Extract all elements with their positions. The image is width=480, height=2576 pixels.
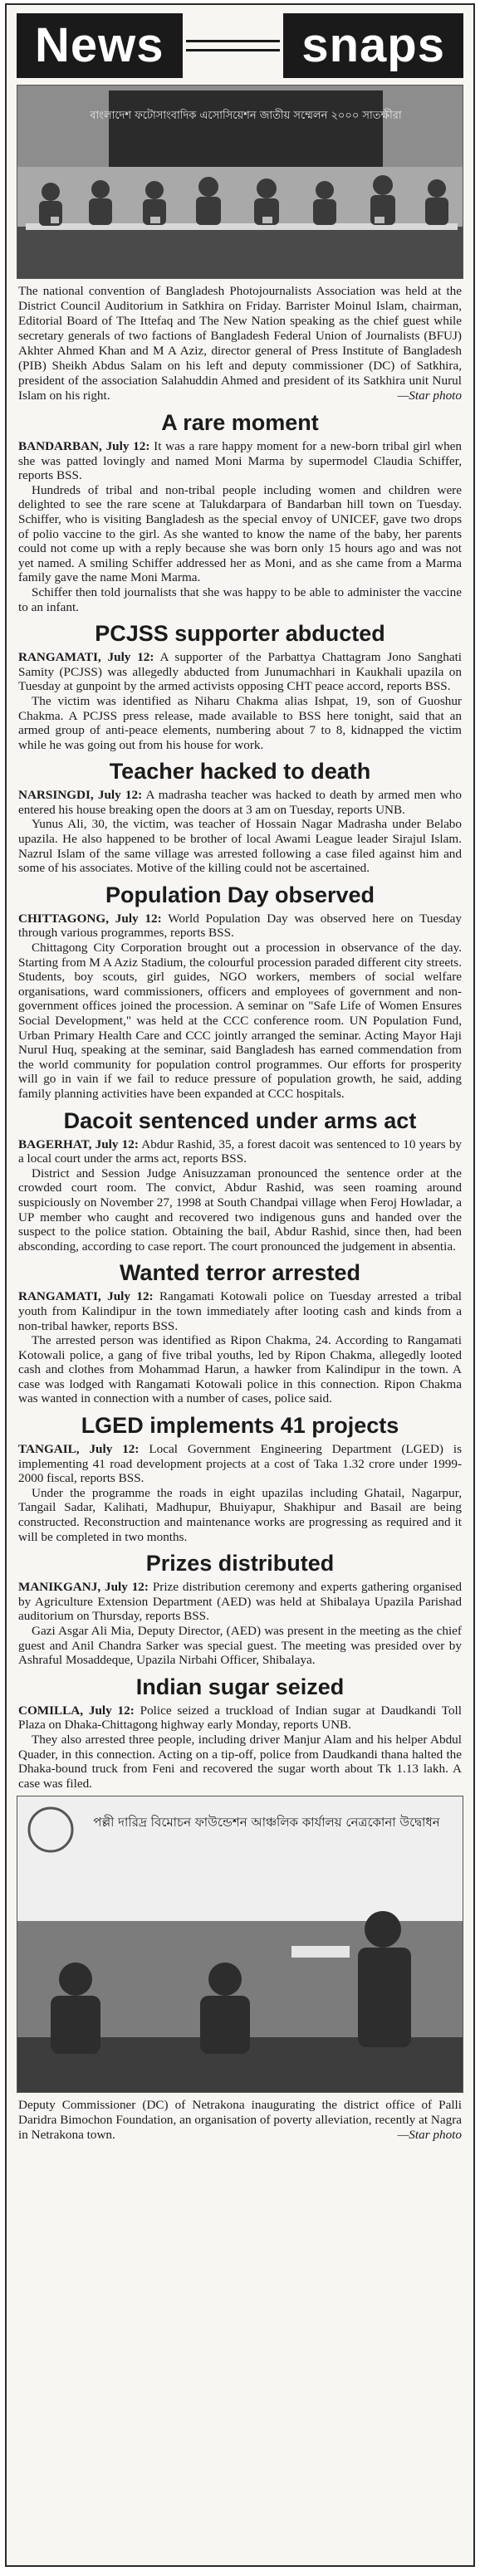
story-text: A supporter of the Parbattya Chattagram Jono Sanghati Samity (PCJSS) was allegedly abducted from Junumachhari in Kaukhali upazila on Tuesday at gunpoint by the armed activists opposing CHT peace accord, reports BSS. (18, 650, 463, 694)
story-paragraph (18, 650, 462, 694)
story-headline: Teacher hacked to death (109, 759, 371, 785)
story-text: Schiffer then told journalists that she was happy to be able to administer the vaccine to an infant. (18, 584, 462, 614)
story-text: Gazi Asgar Ali Mia, Deputy Director, (AED) was present in the meeting as the chief guest and Anil Chandra Sarker was special guest. The meeting was presided over by Ashraful Mosaddeque, Upazila Nirbahi Officer, Shibalaya. (18, 1624, 462, 1668)
story (18, 1108, 462, 1254)
photo-netrakona (17, 1796, 463, 2093)
story-text: They also arrested three people, including driver Manjur Alam and his helper Abdul Quader, in this connection. Acting on a tip-off, police from Daudkandi thana halted the Dhaka-bound truck from Feni and recovered the sugar worth about Tk 1.13 lakh. A case was filed. (18, 1732, 462, 1791)
convention-banner-text: বাংলাদেশ ফটোসাংবাদিক এসোসিয়েশন জাতীয় সম্মেলন ২০০০ সাতক্ষীরা (90, 110, 402, 122)
story-text: Under the programme the roads in eight upazilas including Ghatail, Nagarpur, Tangail Sadar, Kalihati, Madhupur, Bhuiyapur, Shakhipur and Basail are being constructed. Reconstruction and maintenance works are progressing as required and it will be completed in two months. (18, 1485, 462, 1544)
story-paragraph (18, 1733, 462, 1791)
story-dateline: TANGAIL, July 12: (18, 1442, 140, 1457)
story (18, 1260, 462, 1406)
story-paragraph (18, 1703, 462, 1733)
story (18, 410, 462, 614)
story-paragraph (18, 941, 462, 1102)
story-text: It was a rare happy moment for a new-born tribal girl when she was patted lovingly and named Moni Marma by supermodel Claudia Schiffer, reports BSS. (18, 439, 463, 483)
story-paragraph (18, 439, 462, 483)
story-headline: Indian sugar seized (135, 1674, 345, 1699)
story-text: World Population Day was observed here on Tuesday through various programmes, reports BSS. (18, 911, 462, 941)
convention-photo-credit: —Star photo (397, 389, 462, 403)
story-text: District and Session Judge Anisuzzaman pronounced the sentence order at the crowded court room. The convict, Abdur Rashid, was seen roaming around suspiciously on November 27, 1998 at South Chandpai village when Feroj Howladar, a UP member who caught and recovered two indigenous guns and handed over the suspect to the police station. Obtaining the bail, Abdur Rashid, since then, had been absconding, according to case report. The court pronounced the judgement in absentia. (18, 1166, 462, 1254)
masthead-rule (186, 40, 281, 51)
story (18, 621, 462, 752)
story-paragraph (18, 483, 462, 585)
story (18, 759, 462, 876)
story (18, 1551, 462, 1668)
story (18, 1674, 462, 1791)
story-headline: Prizes distributed (145, 1551, 335, 1576)
story-paragraph (18, 585, 462, 614)
story-dateline: BANDARBAN, July 12: (18, 439, 150, 453)
netrakona-banner-text: পল্লী দারিদ্র বিমোচন ফাউন্ডেশন আঞ্চলিক কার্যালয় নেত্রকোনা উদ্বোধন (93, 1815, 440, 1831)
story-dateline: CHITTAGONG, July 12: (18, 911, 162, 926)
netrakona-photo-image (17, 1796, 463, 2092)
story-headline: LGED implements 41 projects (81, 1413, 399, 1439)
story-text: Rangamati Kotowali police on Tuesday arrested a tribal youth from Kalindipur in the town immediately after looting cash and kinds from a non-tribal hawker, reports BSS. (18, 1289, 463, 1333)
story-text: Prize distribution ceremony and experts gathering organised by Agriculture Extension Department (AED) was held at Shibalaya Upazila Parishad auditorium on Thursday, reports BSS. (18, 1580, 462, 1624)
photo-convention (17, 85, 463, 279)
convention-photo-image (17, 86, 463, 278)
story-text: The arrested person was identified as Ripon Chakma, 24. According to Rangamati Kotowali police, a gang of five tribal youths, led by Ripon Chakma, allegedly looted cash and clothes from Mohammad Harun, a hawker from Kalindipur in the town. A case was lodged with Rangamati Kotowali police in this connection. Ripon Chakma was wanted in connection with a number of cases, police said. (18, 1333, 462, 1406)
story-text: Hundreds of tribal and non-tribal people including women and children were delighted to see the rare scene at Talukdarpara of Bandarban hill town on Tuesday. Schiffer, who is visiting Bangladesh as the special envoy of UNICEF, gave two drops of polio vaccine to the girl. As she wanted to know the name of the baby, her parents could not come up with a reply because she was born only 15 hours ago and was not yet named. A smiling Schiffer addressed her as Moni, and as she came from a Marma family gave the name Moni Marma. (18, 482, 462, 585)
story-headline: Population Day observed (105, 882, 375, 907)
story-paragraph (18, 1166, 462, 1254)
story-paragraph (18, 694, 462, 752)
story-paragraph (18, 1580, 462, 1624)
story-text: Chittagong City Corporation brought out a procession in observance of the day. Starting from M A Aziz Stadium, the colourful procession paraded different city streets. Students, boy scouts, girl guides, NGO workers, members of social welfare organisations, ward commissioners, officers and employees of government and non-government offices joined the procession. A seminar on "Safe Life of Women Ensures Social Development," was held at the CCC conference room. UN Population Fund, Urban Primary Health Care and CCC jointly arranged the seminar. Acting Mayor Haji Nurul Huq, speaking at the seminar, said Bangladesh has earned commendation from the world community for population control programmes. Our efforts for prosperity will go in vain if we fail to reduce pressure of population growth, he said, adding family planning activities have been expanded at CCC hospitals. (18, 941, 462, 1101)
story-dateline: MANIKGANJ, July 12: (18, 1580, 149, 1595)
story-paragraph (18, 912, 462, 941)
story-text: A madrasha teacher was hacked to death by armed men who entered his house breaking open the doors at 3 am on Tuesday, reports UNB. (18, 788, 462, 817)
story-paragraph (18, 1289, 462, 1333)
story (18, 882, 462, 1102)
story-paragraph (18, 1442, 462, 1486)
story-dateline: BAGERHAT, July 12: (18, 1136, 139, 1151)
newspaper-page (5, 3, 475, 2567)
news-stories (7, 410, 473, 1791)
convention-caption-text: The national convention of Bangladesh Photojournalists Association was held at the District Council Auditorium in Satkhira on Friday. Barrister Moinul Islam, chairman, Editorial Board of The Ittefaq and The New Nation speaking as the chief guest while secretary generals of two factions of Bangladesh Federal Union of Journalists (BFUJ) Akhter Ahmed Khan and M A Aziz, director general of Press Institute of Bangladesh (PIB) Sheikh Abdus Salam on his left and deputy commissioner (DC) of Satkhira, president of the association Salahuddin Ahmed and president of its Satkhira unit Nurul Islam on his right. (18, 284, 462, 403)
story-dateline: NARSINGDI, July 12: (18, 788, 143, 803)
story-text: Yunus Ali, 30, the victim, was teacher of Hossain Nagar Madrasha under Belabo upazila. He also happened to be brother of local Awami League leader Sirajul Islam. Nazrul Islam of the same village was arrested following a case filed against him and some of his associates. Motive of the killing could not be ascertained. (18, 817, 462, 876)
story-text: The victim was identified as Niharu Chakma alias Ishpat, 19, son of Guoshur Chakma. A PCJSS press release, made available to BSS here tonight, said that an armed group of anti-peace elements, numbering about 7 to 8, kidnapped the victim while he was going out from his house for work. (18, 693, 462, 752)
story (18, 1413, 462, 1544)
story-text: Local Government Engineering Department (LGED) is implementing 41 road development projects at a cost of Taka 1.32 crore under 1999-2000 fiscal, reports BSS. (18, 1442, 463, 1486)
story-headline: A rare moment (161, 410, 319, 435)
netrakona-caption (18, 2098, 462, 2143)
masthead-word-snaps: snaps (283, 13, 463, 78)
netrakona-caption-text: Deputy Commissioner (DC) of Netrakona inaugurating the district office of Palli Daridra Bimochon Foundation, an organisation of poverty alleviation, recently at Nagra in Netrakona town. (18, 2098, 462, 2143)
story-paragraph (18, 817, 462, 875)
story-headline: PCJSS supporter abducted (95, 621, 385, 647)
story-paragraph (18, 1486, 462, 1544)
story-paragraph (18, 1624, 462, 1668)
story-headline: Wanted terror arrested (119, 1260, 361, 1286)
story-paragraph (18, 1333, 462, 1406)
story-text: Abdur Rashid, 35, a forest dacoit was sentenced to 10 years by a local court under the arms act, reports BSS. (18, 1136, 463, 1166)
convention-caption (18, 284, 462, 403)
story-dateline: COMILLA, July 12: (18, 1703, 135, 1718)
masthead (17, 12, 463, 80)
masthead-word-news: News (17, 13, 183, 78)
netrakona-photo-credit: —Star photo (397, 2128, 462, 2143)
story-dateline: RANGAMATI, July 12: (18, 650, 154, 665)
story-text: Police seized a truckload of Indian sugar at Daudkandi Toll Plaza on Dhaka-Chittagong highway early Monday, reports UNB. (18, 1703, 462, 1733)
story-headline: Dacoit sentenced under arms act (63, 1107, 417, 1133)
story-dateline: RANGAMATI, July 12: (18, 1289, 154, 1304)
story-paragraph (18, 788, 462, 817)
story-paragraph (18, 1137, 462, 1166)
